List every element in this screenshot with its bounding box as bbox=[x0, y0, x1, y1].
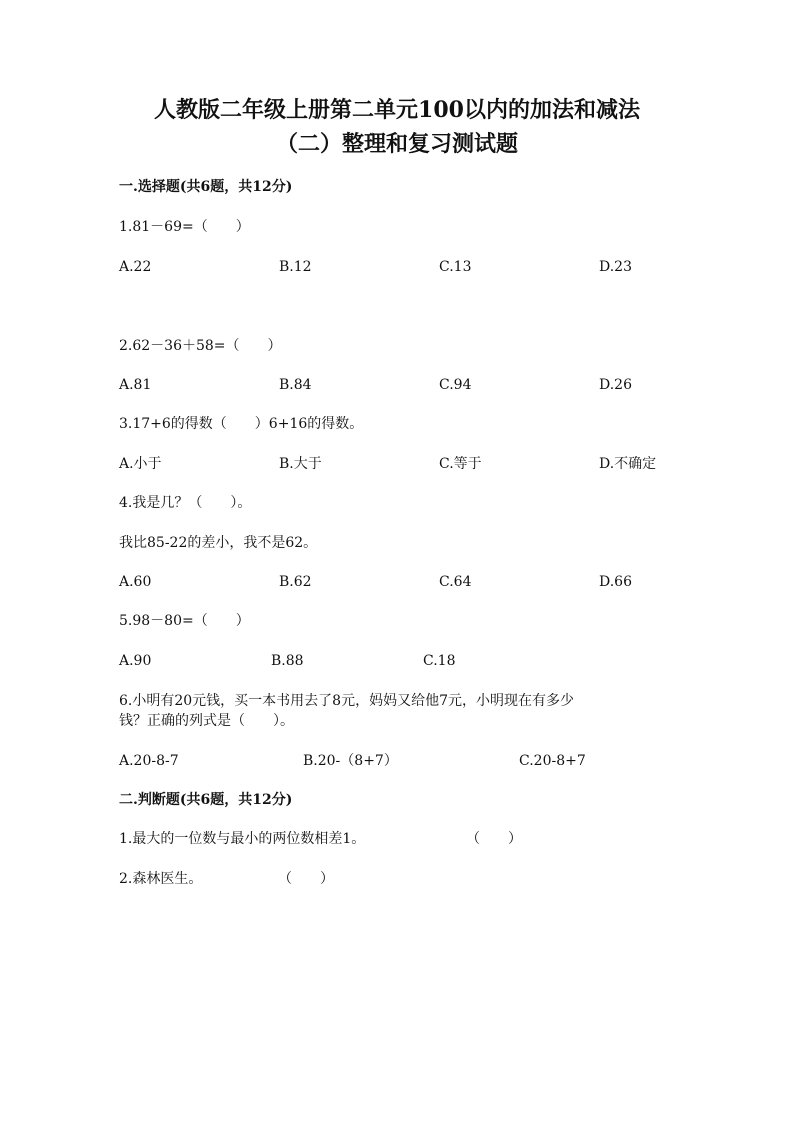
q6-option-a: A.20-8-7 bbox=[119, 753, 179, 769]
q2-option-b: B.84 bbox=[279, 377, 312, 393]
q4-option-d: D.66 bbox=[599, 574, 632, 590]
question-6-stem-line-2: 钱？正确的列式是（ ）。 bbox=[119, 713, 294, 729]
q6-option-c: C.20-8+7 bbox=[519, 753, 586, 769]
title-line-1: 人教版二年级上册第二单元100以内的加法和减法 bbox=[154, 97, 640, 123]
title-line-2: （二）整理和复习测试题 bbox=[275, 131, 518, 157]
question-4-stem: 4.我是几？（ ）。 bbox=[119, 495, 252, 511]
question-5-stem: 5.98－80=（ ） bbox=[119, 613, 250, 629]
q2-option-a: A.81 bbox=[119, 377, 152, 393]
q1-option-a: A.22 bbox=[119, 259, 152, 275]
q3-option-a: A.小于 bbox=[119, 456, 162, 472]
q1-option-c: C.13 bbox=[439, 259, 472, 275]
judge-1-stem: 1.最大的一位数与最小的两位数相差1。 bbox=[119, 831, 366, 847]
q5-option-c: C.18 bbox=[423, 653, 456, 669]
question-2-stem: 2.62－36＋58=（ ） bbox=[119, 338, 282, 354]
q3-option-d: D.不确定 bbox=[599, 456, 657, 472]
judge-2-answer-bracket: （ ） bbox=[278, 871, 334, 887]
q4-option-b: B.62 bbox=[279, 574, 312, 590]
q5-option-b: B.88 bbox=[271, 653, 304, 669]
q4-option-c: C.64 bbox=[439, 574, 472, 590]
question-1-stem: 1.81－69=（ ） bbox=[119, 219, 250, 235]
judge-1-answer-bracket: （ ） bbox=[466, 831, 522, 847]
section-choice-heading: 一.选择题(共6题，共12分) bbox=[119, 179, 293, 195]
judge-2-stem: 2.森林医生。 bbox=[119, 871, 203, 887]
q1-option-b: B.12 bbox=[279, 259, 312, 275]
q3-option-b: B.大于 bbox=[279, 456, 322, 472]
q2-option-c: C.94 bbox=[439, 377, 472, 393]
q5-option-a: A.90 bbox=[119, 653, 152, 669]
q4-option-a: A.60 bbox=[119, 574, 152, 590]
section-judge-heading: 二.判断题(共6题，共12分) bbox=[119, 792, 293, 808]
q1-option-d: D.23 bbox=[599, 259, 632, 275]
q2-option-d: D.26 bbox=[599, 377, 632, 393]
question-4-subtext: 我比85-22的差小，我不是62。 bbox=[119, 535, 318, 551]
q3-option-c: C.等于 bbox=[439, 456, 482, 472]
q6-option-b: B.20-（8+7） bbox=[303, 753, 398, 769]
question-3-stem: 3.17+6的得数（ ）6+16的得数。 bbox=[119, 416, 364, 432]
question-6-stem-line-1: 6.小明有20元钱，买一本书用去了8元，妈妈又给他7元，小明现在有多少 bbox=[119, 693, 574, 709]
